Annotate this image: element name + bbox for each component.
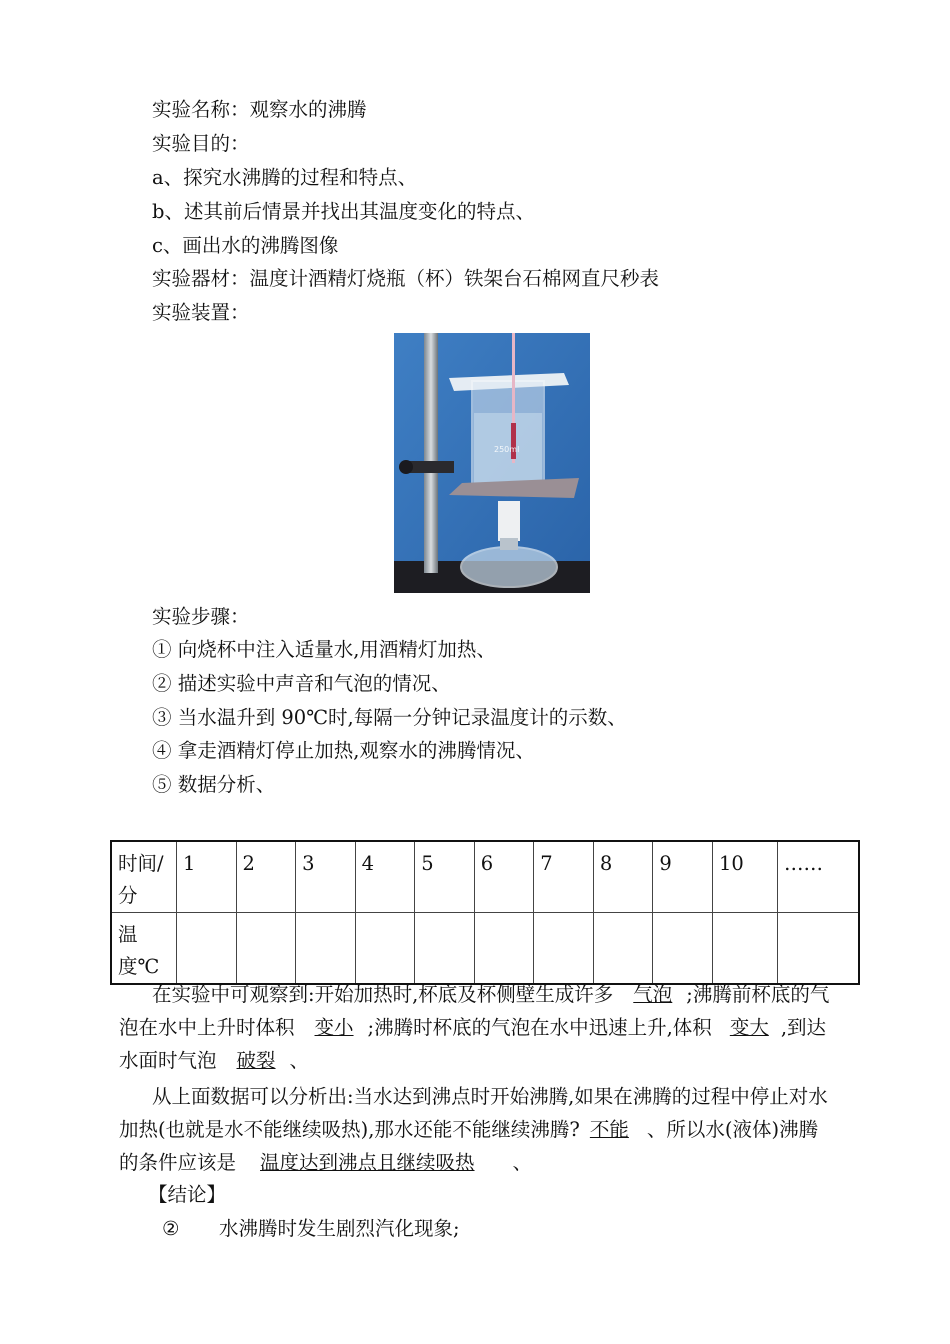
- observation-text-b: ;沸腾前杯底的气泡在水中上升时体积: [119, 983, 830, 1039]
- purpose-item-a: a、探究水沸腾的过程和特点、: [152, 166, 418, 189]
- step-item-1: ① 向烧杯中注入适量水,用酒精灯加热、: [152, 638, 496, 661]
- temp-cell: [534, 913, 594, 985]
- analysis-text-b: 、所以水(液体)沸腾的条件应该是: [119, 1118, 819, 1174]
- time-cell-more: ……: [778, 841, 860, 913]
- temp-cell: [653, 913, 713, 985]
- time-header-cell: 时间/分: [111, 841, 177, 913]
- equipment-line: 实验器材：温度计酒精灯烧瓶（杯）铁架台石棉网直尺秒表: [152, 267, 660, 290]
- time-cell-2: 2: [236, 841, 296, 913]
- observation-text-c: ;沸腾时杯底的气泡在水中迅速上升,体积: [367, 1016, 712, 1039]
- analysis-text-a: 从上面数据可以分析出:当水达到沸点时开始沸腾,如果在沸腾的过程中停止对水加热(也就是水不能继续吸热),那水还能不能继续沸腾?: [119, 1085, 828, 1141]
- conclusion-heading: 【结论】: [148, 1183, 227, 1206]
- beaker-volume-label: 250ml: [494, 445, 520, 454]
- time-cell-6: 6: [474, 841, 534, 913]
- step-item-5: ⑤ 数据分析、: [152, 773, 276, 796]
- time-cell-5: 5: [415, 841, 475, 913]
- step-item-2: ② 描述实验中声音和气泡的情况、: [152, 672, 451, 695]
- conclusion-text: 水沸腾时发生剧烈汽化现象;: [219, 1217, 460, 1240]
- answer-bubbles: 气泡: [633, 983, 673, 1006]
- time-cell-9: 9: [653, 841, 713, 913]
- temp-cell: [296, 913, 356, 985]
- answer-smaller: 变小: [314, 1016, 354, 1039]
- answer-boiling-condition: 温度达到沸点且继续吸热: [260, 1151, 475, 1174]
- temperature-header-cell: 温度℃: [111, 913, 177, 985]
- time-cell-8: 8: [593, 841, 653, 913]
- temperature-row: [111, 913, 859, 985]
- analysis-paragraph: [119, 1080, 831, 1179]
- temp-cell: [236, 913, 296, 985]
- conclusion-marker: ②: [162, 1217, 180, 1240]
- purpose-item-b: b、述其前后情景并找出其温度变化的特点、: [152, 200, 535, 223]
- temp-cell: [415, 913, 475, 985]
- observation-text-e: 、: [289, 1049, 310, 1072]
- temperature-record-table: [110, 840, 860, 985]
- temp-cell: [177, 913, 237, 985]
- time-cell-7: 7: [534, 841, 594, 913]
- time-cell-1: 1: [177, 841, 237, 913]
- temp-cell: [474, 913, 534, 985]
- step-item-4: ④ 拿走酒精灯停止加热,观察水的沸腾情况、: [152, 739, 535, 762]
- analysis-text-c: 、: [512, 1151, 533, 1174]
- observation-paragraph: [119, 978, 831, 1077]
- time-cell-10: 10: [713, 841, 778, 913]
- answer-cannot: 不能: [589, 1118, 629, 1141]
- time-row: [111, 841, 859, 913]
- experiment-name: 实验名称：观察水的沸腾: [152, 98, 367, 121]
- time-cell-4: 4: [355, 841, 415, 913]
- apparatus-heading: 实验装置：: [152, 301, 250, 324]
- step-item-3: ③ 当水温升到 90℃时,每隔一分钟记录温度计的示数、: [152, 706, 627, 729]
- purpose-item-c: c、画出水的沸腾图像: [152, 234, 339, 257]
- answer-burst: 破裂: [236, 1049, 276, 1072]
- answer-larger: 变大: [729, 1016, 769, 1039]
- purpose-heading: 实验目的：: [152, 132, 250, 155]
- observation-text-d: ,到达水面时气泡: [119, 1016, 827, 1072]
- temp-cell: [593, 913, 653, 985]
- observation-text-a: 在实验中可观察到:开始加热时,杯底及杯侧壁生成许多: [152, 983, 614, 1006]
- time-cell-3: 3: [296, 841, 356, 913]
- temp-cell: [713, 913, 778, 985]
- steps-heading: 实验步骤：: [152, 605, 250, 628]
- temp-cell: [778, 913, 860, 985]
- apparatus-photo: [394, 333, 590, 593]
- temp-cell: [355, 913, 415, 985]
